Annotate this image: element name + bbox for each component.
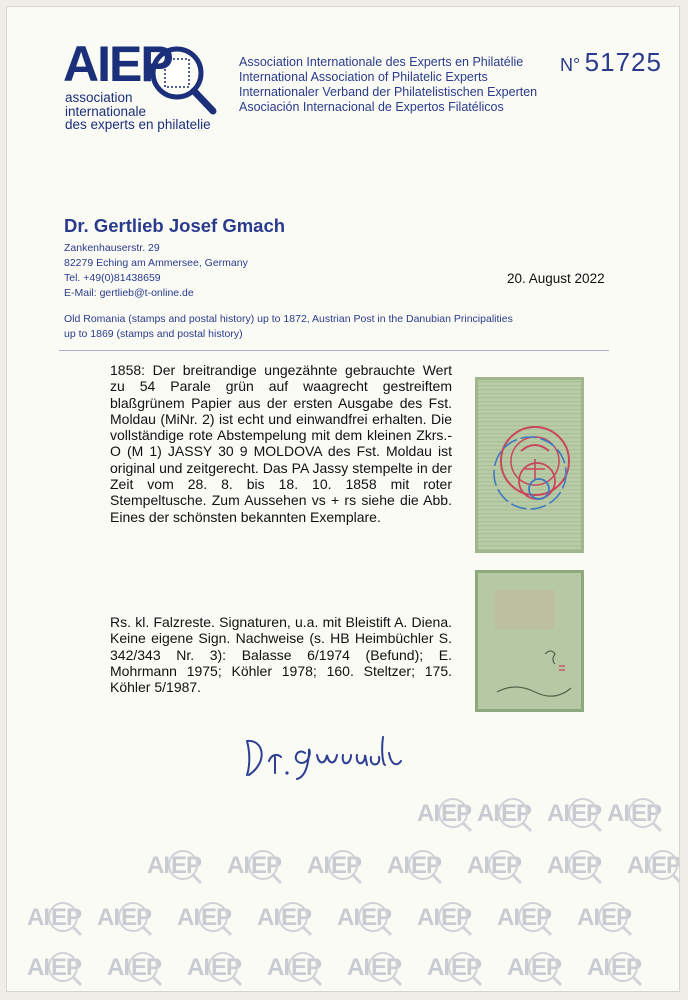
expert-signature [239,731,439,781]
association-name-es: Asociación Internacional de Expertos Filatélicos [239,100,504,114]
stamp-back-image [475,570,584,712]
expert-name: Dr. Gertlieb Josef Gmach [64,215,286,236]
logo-subtitle: association internationale des experts en philatelie [65,90,211,132]
association-name-en: International Association of Philatelic Experts [239,70,488,84]
certificate-number-label: N° [560,55,581,75]
aiep-watermark: AI EP [7,787,679,991]
expert-phone: Tel. +49(0)81438659 [64,272,161,284]
stamp-front-image [475,377,584,553]
certificate-page [6,6,680,992]
certificate-date: 20. August 2022 [507,271,605,286]
description-paragraph: 1858: Der breitrandige ungezähnte gebrauchte Wert zu 54 Parale grün auf waagrecht gestreiftem blaßgrünem Papier aus der ersten Ausgabe des Fst. Moldau (MiNr. 2) ist echt und einwandfrei erhalten. Die vollständige rote Abstempelung mit dem kleinen Zkrs.-O (M 1) JASSY 30 9 MOLDOVA des Fst. Moldau ist original und zeitgerecht. Das PA Jassy stempelte in der Zeit vom 28. 8. bis 18. 10. 1858 mit roter Stempeltusche. Zum Aussehen vs + rs siehe die Abb. Eines der schönsten bekannten Exemplare. [110,362,452,525]
expert-email: E-Mail: gertlieb@t-online.de [64,287,194,299]
association-name-de: Internationaler Verband der Philatelistischen Experten [239,85,538,99]
certificate-number [560,47,662,78]
divider [59,350,609,351]
association-names [239,55,537,115]
association-name-fr: Association Internationale des Experts en Philatélie [239,55,524,69]
logo-letters: AIEP [63,36,172,92]
expert-specialization: Old Romania (stamps and postal history) up to 1872, Austrian Post in the Danubian Principalities up to 1869 (stamps and postal history) [64,313,513,340]
aiep-logo [63,36,233,139]
expert-street: Zankenhauserstr. 29 [64,242,160,254]
references-paragraph: Rs. kl. Falzreste. Signaturen, u.a. mit Bleistift A. Diena. Keine eigene Sign. Nachweise (s. HB Heimbüchler S. 342/343 Nr. 3): Balasse 6/1974 (Befund); E. Mohrmann 1975; Köhler 1978; 160. Steltzer; 175. Köhler 5/1987. [110,614,452,696]
certificate-number-value: 51725 [584,47,662,77]
expert-city: 82279 Eching am Ammersee, Germany [64,257,248,269]
expert-block [64,215,285,301]
